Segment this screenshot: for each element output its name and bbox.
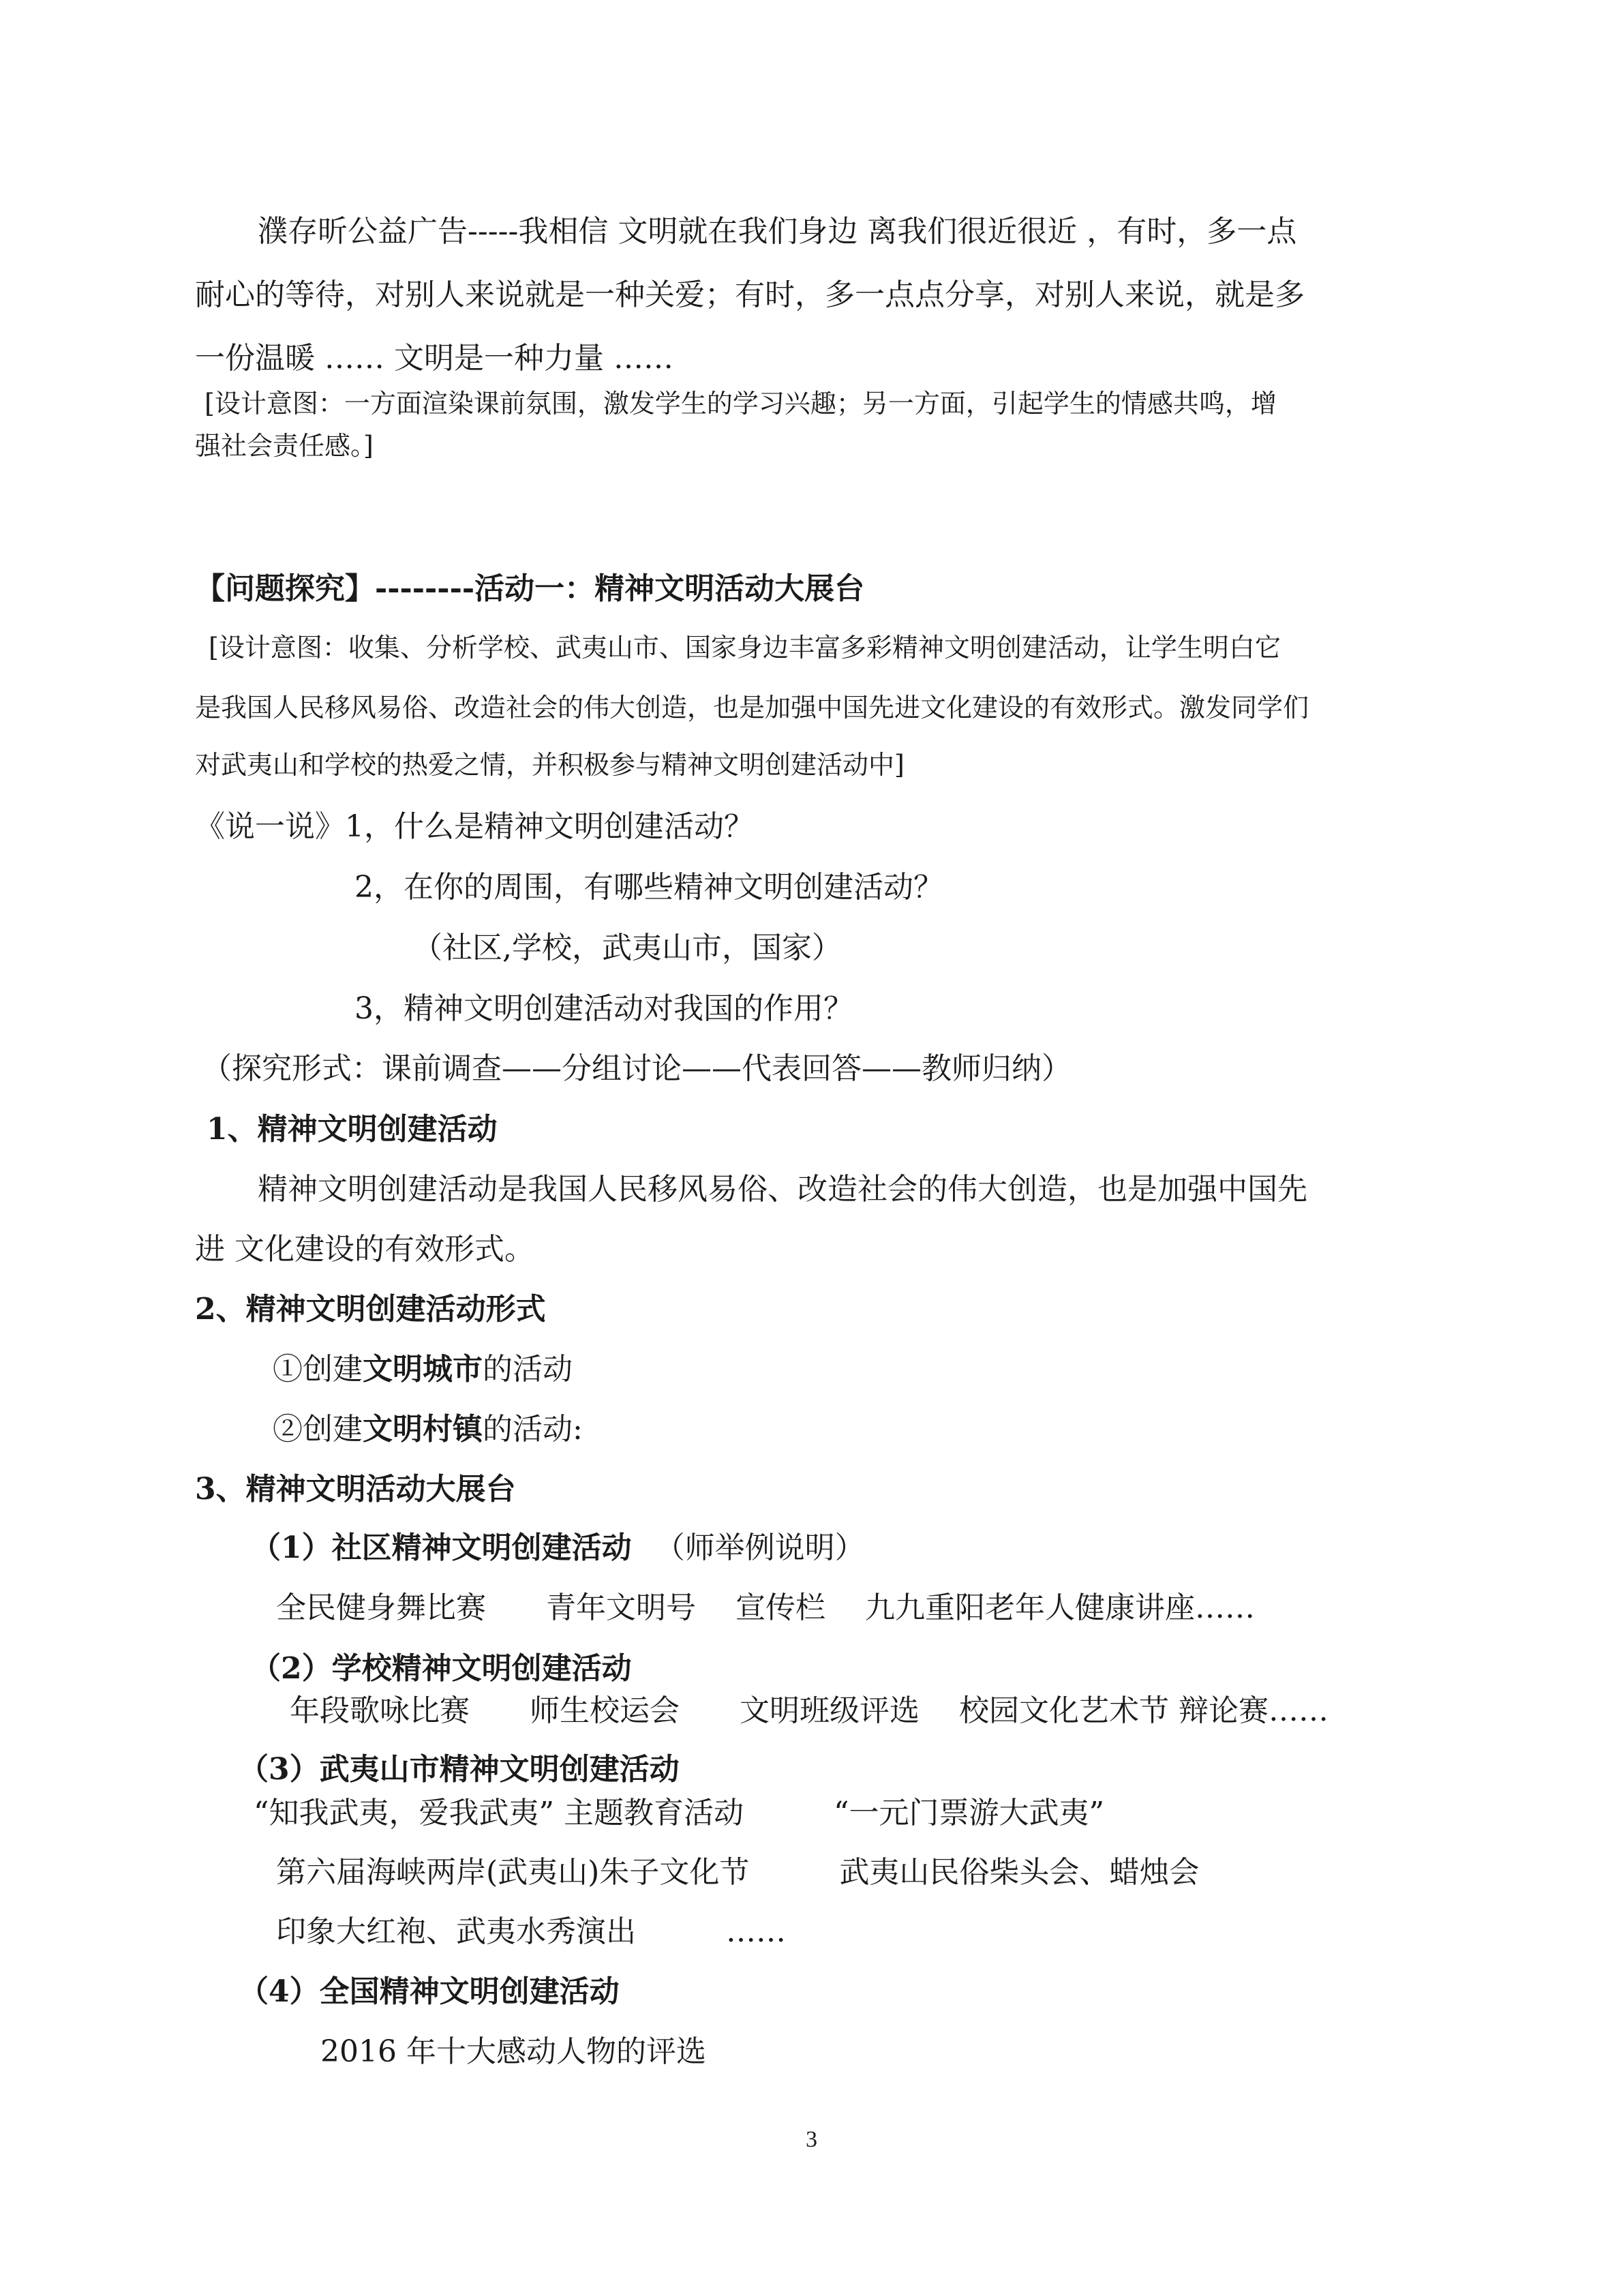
section-heading: 【问题探究】--------活动一：精神文明活动大展台	[195, 571, 865, 606]
sub-1-note: （师举例说明）	[654, 1530, 865, 1565]
question-1: 《说一说》1，什么是精神文明创建活动？	[195, 809, 754, 844]
sub-2-items: 年段歌咏比赛 师生校运会 文明班级评选 校园文化艺术节 辩论赛……	[290, 1693, 1329, 1728]
part-1-text-2: 进 文化建设的有效形式。	[195, 1232, 534, 1267]
item-1-suffix: 的活动	[483, 1352, 573, 1387]
item-2-keyword: 文明村镇	[363, 1412, 483, 1447]
part-2-item-1	[273, 1349, 573, 1390]
section-design-intent-1: [设计意图：收集、分析学校、武夷山市、国家身边丰富多彩精神文明创建活动，让学生明白它	[209, 633, 1281, 663]
intro-design-intent-2: 强社会责任感。]	[195, 431, 374, 461]
sub-1-title: （1）社区精神文明创建活动	[251, 1530, 632, 1565]
sub-1-items: 全民健身舞比赛 青年文明号 宣传栏 九九重阳老年人健康讲座……	[276, 1590, 1255, 1625]
part-1-title: 1、精神文明创建活动	[207, 1112, 498, 1147]
question-2: 2，在你的周围，有哪些精神文明创建活动？	[354, 870, 943, 905]
intro-line-2: 耐心的等待，对别人来说就是一种关爱；有时，多一点点分享，对别人来说，就是多	[195, 277, 1305, 312]
intro-line-1: 濮存昕公益广告-----我相信 文明就在我们身边 离我们很近很近 ，有时，多一点	[258, 214, 1297, 249]
sub-3-line-1: “知我武夷，爱我武夷” 主题教育活动 “一元门票游大武夷”	[254, 1796, 1104, 1830]
page-number: 3	[806, 2127, 817, 2152]
section-design-intent-3: 对武夷山和学校的热爱之情，并积极参与精神文明创建活动中]	[195, 750, 905, 780]
part-2-item-2	[273, 1409, 583, 1450]
sub-3-title: （3）武夷山市精神文明创建活动	[239, 1752, 680, 1787]
intro-line-3: 一份温暖 …… 文明是一种力量 ……	[195, 341, 673, 376]
sub-4-item: 2016 年十大感动人物的评选	[320, 2034, 706, 2069]
sub-4-title: （4）全国精神文明创建活动	[239, 1974, 620, 2009]
sub-3-line-2: 第六届海峡两岸(武夷山)朱子文化节 武夷山民俗柴头会、蜡烛会	[276, 1855, 1200, 1890]
section-design-intent-2: 是我国人民移风易俗、改造社会的伟大创造，也是加强中国先进文化建设的有效形式。激发同学们	[195, 693, 1309, 723]
item-2-prefix: ②创建	[273, 1412, 363, 1447]
question-2-hint: （社区,学校，武夷山市，国家）	[412, 931, 842, 965]
question-3: 3，精神文明创建活动对我国的作用？	[354, 991, 853, 1026]
part-1-text-1: 精神文明创建活动是我国人民移风易俗、改造社会的伟大创造，也是加强中国先	[258, 1172, 1307, 1207]
sub-3-line-3: 印象大红袍、武夷水秀演出 ……	[276, 1914, 786, 1949]
sub-2-title: （2）学校精神文明创建活动	[251, 1651, 632, 1686]
part-2-title: 2、精神文明创建活动形式	[195, 1292, 546, 1327]
part-3-title: 3、精神文明活动大展台	[195, 1472, 516, 1507]
item-2-suffix: 的活动:	[483, 1412, 583, 1447]
inquiry-form: （探究形式：课前调查——分组讨论——代表回答——教师归纳）	[202, 1051, 1072, 1086]
sub-1-heading	[251, 1528, 865, 1569]
item-1-prefix: ①创建	[273, 1352, 363, 1387]
item-1-keyword: 文明城市	[363, 1352, 483, 1387]
intro-design-intent-1: [设计意图：一方面渲染课前氛围，激发学生的学习兴趣；另一方面，引起学生的情感共鸣，增	[204, 389, 1277, 419]
